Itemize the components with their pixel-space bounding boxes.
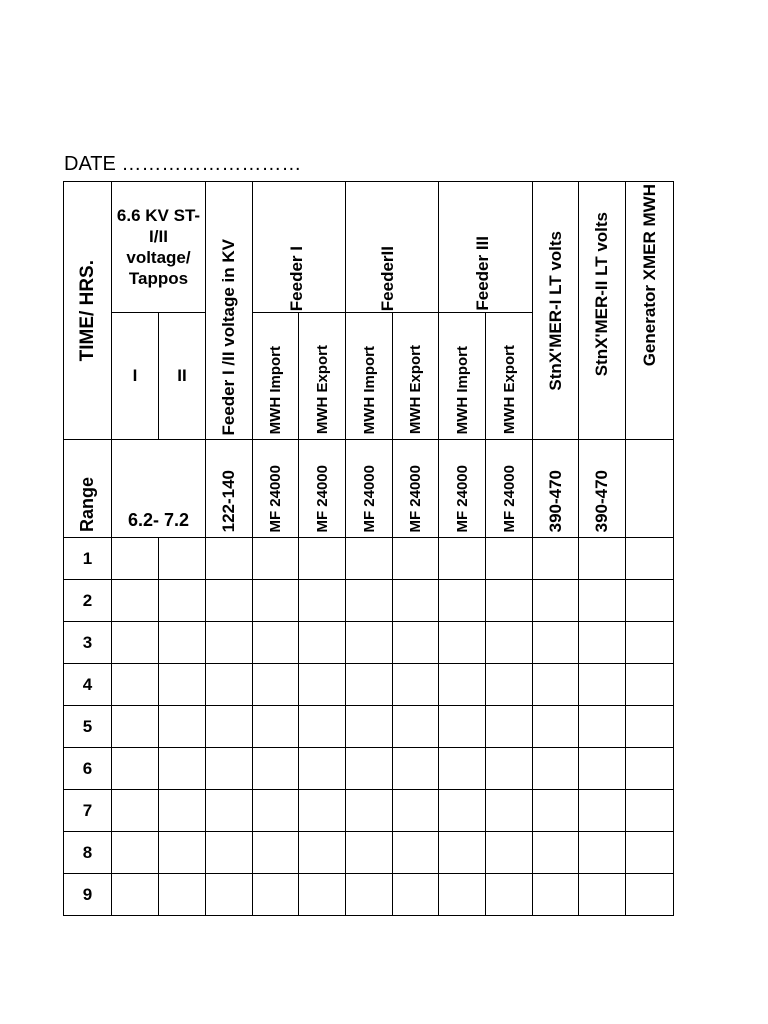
entry-cell[interactable] (159, 832, 206, 874)
row-hour-label: 4 (64, 664, 112, 706)
row-hour-label: 3 (64, 622, 112, 664)
entry-cell[interactable] (579, 580, 626, 622)
range-mf-2: MF 24000 (299, 440, 346, 538)
entry-cell[interactable] (159, 874, 206, 916)
table-row (64, 622, 674, 664)
entry-cell[interactable] (112, 580, 159, 622)
entry-cell[interactable] (253, 706, 299, 748)
entry-cell[interactable] (533, 874, 579, 916)
entry-cell[interactable] (626, 622, 674, 664)
entry-cell[interactable] (346, 790, 393, 832)
entry-cell[interactable] (159, 664, 206, 706)
entry-cell[interactable] (112, 622, 159, 664)
range-mf-3: MF 24000 (346, 440, 393, 538)
entry-cell[interactable] (626, 832, 674, 874)
entry-cell[interactable] (253, 790, 299, 832)
entry-cell[interactable] (626, 580, 674, 622)
entry-cell[interactable] (159, 538, 206, 580)
entry-cell[interactable] (439, 874, 486, 916)
entry-cell[interactable] (439, 748, 486, 790)
table-row (64, 664, 674, 706)
entry-cell[interactable] (206, 580, 253, 622)
table-row (64, 874, 674, 916)
range-generator (626, 440, 674, 538)
entry-cell[interactable] (253, 664, 299, 706)
st-sub-i: I (112, 312, 159, 440)
entry-cell[interactable] (299, 874, 346, 916)
entry-cell[interactable] (393, 622, 439, 664)
entry-cell[interactable] (346, 832, 393, 874)
feeder-1-export-header: MWH Export (299, 312, 346, 440)
feeder-1-import-header: MWH Import (253, 312, 299, 440)
feeder-2-import-header: MWH Import (346, 312, 393, 440)
entry-cell[interactable] (299, 832, 346, 874)
entry-cell[interactable] (579, 874, 626, 916)
entry-cell[interactable] (206, 748, 253, 790)
entry-cell[interactable] (206, 538, 253, 580)
entry-cell[interactable] (346, 664, 393, 706)
entry-cell[interactable] (533, 790, 579, 832)
stnx-1-header: StnX'MER-I LT volts (533, 182, 579, 440)
row-hour-label: 8 (64, 832, 112, 874)
st-sub-ii: II (159, 312, 206, 440)
range-mf-4: MF 24000 (393, 440, 439, 538)
entry-cell[interactable] (112, 874, 159, 916)
row-hour-label: 6 (64, 748, 112, 790)
row-hour-label: 5 (64, 706, 112, 748)
entry-cell[interactable] (206, 622, 253, 664)
feeder-2-header: FeederII (346, 182, 439, 313)
entry-cell[interactable] (626, 874, 674, 916)
entry-cell[interactable] (206, 874, 253, 916)
entry-cell[interactable] (626, 538, 674, 580)
entry-cell[interactable] (579, 706, 626, 748)
entry-cell[interactable] (206, 790, 253, 832)
entry-cell[interactable] (579, 790, 626, 832)
entry-cell[interactable] (486, 874, 533, 916)
entry-cell[interactable] (253, 538, 299, 580)
range-mf-6: MF 24000 (486, 440, 533, 538)
entry-cell[interactable] (439, 706, 486, 748)
entry-cell[interactable] (346, 580, 393, 622)
entry-cell[interactable] (533, 664, 579, 706)
entry-cell[interactable] (253, 580, 299, 622)
entry-cell[interactable] (579, 832, 626, 874)
row-hour-label: 1 (64, 538, 112, 580)
entry-cell[interactable] (253, 622, 299, 664)
range-label-cell: Range (64, 440, 112, 538)
entry-cell[interactable] (393, 706, 439, 748)
entry-cell[interactable] (112, 664, 159, 706)
entry-cell[interactable] (159, 748, 206, 790)
entry-cell[interactable] (579, 664, 626, 706)
entry-cell[interactable] (626, 664, 674, 706)
table-row (64, 790, 674, 832)
st-voltage-header: 6.6 KV ST-I/II voltage/ Tappos (112, 182, 206, 313)
entry-cell[interactable] (486, 622, 533, 664)
entry-cell[interactable] (253, 748, 299, 790)
entry-cell[interactable] (346, 622, 393, 664)
entry-cell[interactable] (486, 706, 533, 748)
entry-cell[interactable] (346, 706, 393, 748)
entry-cell[interactable] (626, 706, 674, 748)
entry-cell[interactable] (439, 832, 486, 874)
entry-cell[interactable] (533, 706, 579, 748)
table-row (64, 832, 674, 874)
entry-cell[interactable] (112, 706, 159, 748)
entry-cell[interactable] (393, 790, 439, 832)
entry-cell[interactable] (299, 790, 346, 832)
range-st: 6.2- 7.2 (112, 440, 206, 538)
row-hour-label: 7 (64, 790, 112, 832)
entry-cell[interactable] (346, 874, 393, 916)
entry-cell[interactable] (206, 832, 253, 874)
date-label: DATE ……………………… (64, 153, 302, 175)
data-rows (64, 538, 674, 916)
feeder-2-export-header: MWH Export (393, 312, 439, 440)
generator-header: Generator XMER MWH (626, 182, 674, 440)
feeder-3-import-header: MWH Import (439, 312, 486, 440)
entry-cell[interactable] (253, 832, 299, 874)
entry-cell[interactable] (299, 622, 346, 664)
stnx-2-header: StnX'MER-II LT volts (579, 182, 626, 440)
entry-cell[interactable] (486, 790, 533, 832)
table-row (64, 706, 674, 748)
row-hour-label: 9 (64, 874, 112, 916)
row-hour-label: 2 (64, 580, 112, 622)
entry-cell[interactable] (346, 538, 393, 580)
entry-cell[interactable] (579, 748, 626, 790)
entry-cell[interactable] (626, 748, 674, 790)
entry-cell[interactable] (393, 874, 439, 916)
entry-cell[interactable] (439, 790, 486, 832)
entry-cell[interactable] (346, 748, 393, 790)
entry-cell[interactable] (206, 706, 253, 748)
feeder-3-export-header: MWH Export (486, 312, 533, 440)
entry-cell[interactable] (393, 748, 439, 790)
entry-cell[interactable] (533, 832, 579, 874)
entry-cell[interactable] (393, 664, 439, 706)
range-stnx-2: 390-470 (579, 440, 626, 538)
entry-cell[interactable] (439, 664, 486, 706)
entry-cell[interactable] (486, 832, 533, 874)
entry-cell[interactable] (439, 622, 486, 664)
range-mf-5: MF 24000 (439, 440, 486, 538)
entry-cell[interactable] (112, 748, 159, 790)
entry-cell[interactable] (393, 580, 439, 622)
entry-cell[interactable] (626, 790, 674, 832)
feeder-3-header: Feeder III (439, 182, 533, 313)
range-stnx-1: 390-470 (533, 440, 579, 538)
entry-cell[interactable] (206, 664, 253, 706)
feeder-voltage-header: Feeder I /II voltage in KV (206, 182, 253, 440)
entry-cell[interactable] (253, 874, 299, 916)
entry-cell[interactable] (159, 790, 206, 832)
entry-cell[interactable] (533, 622, 579, 664)
range-mf-1: MF 24000 (253, 440, 299, 538)
entry-cell[interactable] (112, 790, 159, 832)
entry-cell[interactable] (393, 538, 439, 580)
entry-cell[interactable] (159, 580, 206, 622)
entry-cell[interactable] (393, 832, 439, 874)
table-row (64, 538, 674, 580)
entry-cell[interactable] (299, 748, 346, 790)
entry-cell[interactable] (486, 580, 533, 622)
range-feeder-voltage: 122-140 (206, 440, 253, 538)
table-row (64, 580, 674, 622)
entry-cell[interactable] (299, 538, 346, 580)
entry-cell[interactable] (533, 538, 579, 580)
entry-cell[interactable] (486, 538, 533, 580)
entry-cell[interactable] (533, 580, 579, 622)
entry-cell[interactable] (112, 832, 159, 874)
entry-cell[interactable] (299, 664, 346, 706)
entry-cell[interactable] (159, 706, 206, 748)
entry-cell[interactable] (299, 706, 346, 748)
entry-cell[interactable] (439, 538, 486, 580)
entry-cell[interactable] (533, 748, 579, 790)
table-row (64, 748, 674, 790)
time-hrs-header: TIME/ HRS. (64, 182, 112, 440)
feeder-1-header: Feeder I (253, 182, 346, 313)
entry-cell[interactable] (299, 580, 346, 622)
entry-cell[interactable] (579, 538, 626, 580)
entry-cell[interactable] (439, 580, 486, 622)
entry-cell[interactable] (579, 622, 626, 664)
entry-cell[interactable] (159, 622, 206, 664)
entry-cell[interactable] (486, 748, 533, 790)
entry-cell[interactable] (112, 538, 159, 580)
log-sheet-table (63, 181, 674, 916)
entry-cell[interactable] (486, 664, 533, 706)
